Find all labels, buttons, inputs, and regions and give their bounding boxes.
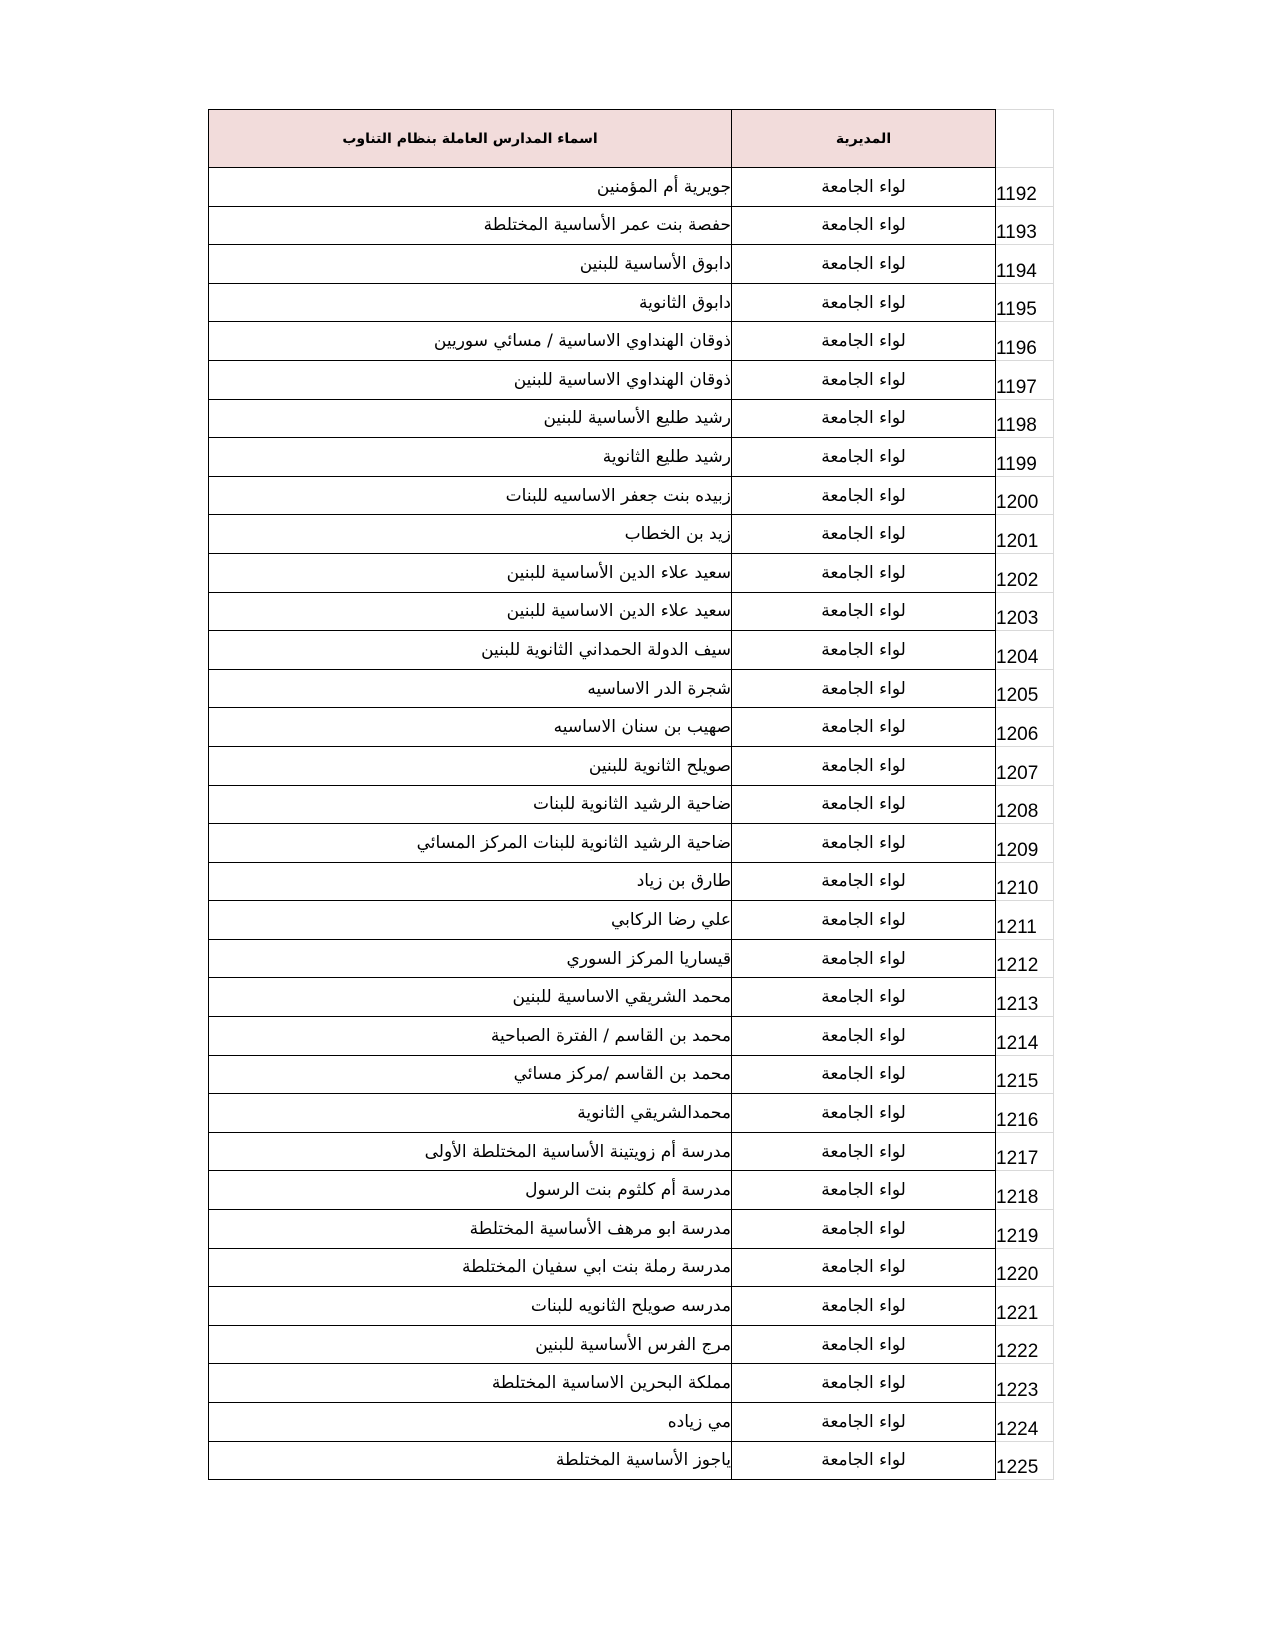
directorate-cell: لواء الجامعة [732,1210,996,1249]
school-name-cell: رشيد طليع الثانوية [209,438,732,477]
school-name-cell: ضاحية الرشيد الثانوية للبنات [209,785,732,824]
school-name-cell: مدرسة رملة بنت ابي سفيان المختلطة [209,1248,732,1287]
row-number-cell: 1195 [996,283,1054,322]
directorate-cell: لواء الجامعة [732,168,996,207]
school-name-cell: جويرية أم المؤمنين [209,168,732,207]
table-row [209,399,1054,438]
row-number-cell: 1225 [996,1441,1054,1480]
table-row [209,746,1054,785]
school-name-cell: زبيده بنت جعفر الاساسيه للبنات [209,476,732,515]
directorate-cell: لواء الجامعة [732,476,996,515]
directorate-cell: لواء الجامعة [732,515,996,554]
table-row [209,360,1054,399]
table-header-row [209,110,1054,168]
school-name-cell: حفصة بنت عمر الأساسية المختلطة [209,206,732,245]
row-number-cell: 1223 [996,1364,1054,1403]
school-name-cell: دابوق الأساسية للبنين [209,245,732,284]
directorate-cell: لواء الجامعة [732,1403,996,1442]
row-number-cell: 1198 [996,399,1054,438]
row-number-cell: 1208 [996,785,1054,824]
row-number-cell: 1218 [996,1171,1054,1210]
school-name-cell: محمد الشريقي الاساسية للبنين [209,978,732,1017]
table-row [209,553,1054,592]
table-row [209,1017,1054,1056]
row-number-cell: 1217 [996,1132,1054,1171]
directorate-cell: لواء الجامعة [732,669,996,708]
table-row [209,168,1054,207]
directorate-cell: لواء الجامعة [732,708,996,747]
school-name-cell: رشيد طليع الأساسية للبنين [209,399,732,438]
row-number-cell: 1212 [996,939,1054,978]
directorate-cell: لواء الجامعة [732,746,996,785]
row-number-cell: 1202 [996,553,1054,592]
school-name-cell: محمد بن القاسم /مركز مسائي [209,1055,732,1094]
table-row [209,438,1054,477]
table-row [209,785,1054,824]
table-row [209,476,1054,515]
directorate-cell: لواء الجامعة [732,1287,996,1326]
row-number-cell: 1222 [996,1325,1054,1364]
directorate-cell: لواء الجامعة [732,1364,996,1403]
table-row [209,824,1054,863]
row-number-cell: 1214 [996,1017,1054,1056]
row-number-cell: 1215 [996,1055,1054,1094]
directorate-cell: لواء الجامعة [732,283,996,322]
row-number-cell: 1193 [996,206,1054,245]
row-number-cell: 1203 [996,592,1054,631]
directorate-cell: لواء الجامعة [732,631,996,670]
table-row [209,245,1054,284]
school-name-cell: ذوقان الهنداوي الاساسية للبنين [209,360,732,399]
school-name-cell: سعيد علاء الدين الاساسية للبنين [209,592,732,631]
table-row [209,631,1054,670]
school-name-cell: محمدالشريقي الثانوية [209,1094,732,1133]
row-number-cell: 1206 [996,708,1054,747]
row-number-cell: 1224 [996,1403,1054,1442]
row-number-cell: 1210 [996,862,1054,901]
table-row [209,1403,1054,1442]
table-row [209,1171,1054,1210]
row-number-cell: 1204 [996,631,1054,670]
row-number-cell: 1207 [996,746,1054,785]
school-name-cell: ضاحية الرشيد الثانوية للبنات المركز المسائي [209,824,732,863]
table-row [209,1325,1054,1364]
row-number-cell: 1205 [996,669,1054,708]
directorate-cell: لواء الجامعة [732,1094,996,1133]
row-number-cell: 1197 [996,360,1054,399]
school-name-cell: مدرسة ابو مرهف الأساسية المختلطة [209,1210,732,1249]
schools-table [208,109,1054,1480]
directorate-cell: لواء الجامعة [732,322,996,361]
table-row [209,708,1054,747]
directorate-cell: لواء الجامعة [732,862,996,901]
row-number-cell: 1209 [996,824,1054,863]
school-name-cell: سيف الدولة الحمداني الثانوية للبنين [209,631,732,670]
table-row [209,1364,1054,1403]
school-name-cell: قيساريا المركز السوري [209,939,732,978]
school-name-cell: صويلح الثانوية للبنين [209,746,732,785]
school-name-cell: دابوق الثانوية [209,283,732,322]
directorate-cell: لواء الجامعة [732,206,996,245]
header-school-name: اسماء المدارس العاملة بنظام التناوب [209,110,732,168]
table-row [209,862,1054,901]
directorate-cell: لواء الجامعة [732,360,996,399]
school-name-cell: مي زياده [209,1403,732,1442]
school-name-cell: مرج الفرس الأساسية للبنين [209,1325,732,1364]
directorate-cell: لواء الجامعة [732,1055,996,1094]
row-number-cell: 1220 [996,1248,1054,1287]
table-row [209,206,1054,245]
directorate-cell: لواء الجامعة [732,1441,996,1480]
school-name-cell: مملكة البحرين الاساسية المختلطة [209,1364,732,1403]
row-number-cell: 1211 [996,901,1054,940]
row-number-cell: 1200 [996,476,1054,515]
school-name-cell: علي رضا الركابي [209,901,732,940]
directorate-cell: لواء الجامعة [732,978,996,1017]
table-row [209,669,1054,708]
directorate-cell: لواء الجامعة [732,824,996,863]
directorate-cell: لواء الجامعة [732,553,996,592]
table-row [209,1248,1054,1287]
row-number-cell: 1199 [996,438,1054,477]
row-number-cell: 1221 [996,1287,1054,1326]
row-number-cell: 1194 [996,245,1054,284]
row-number-cell: 1216 [996,1094,1054,1133]
school-name-cell: شجرة الدر الاساسيه [209,669,732,708]
school-name-cell: ذوقان الهنداوي الاساسية / مسائي سوريين [209,322,732,361]
table-row [209,322,1054,361]
table-row [209,1055,1054,1094]
directorate-cell: لواء الجامعة [732,1325,996,1364]
directorate-cell: لواء الجامعة [732,1132,996,1171]
school-name-cell: ياجوز الأساسية المختلطة [209,1441,732,1480]
school-name-cell: مدرسه صويلح الثانويه للبنات [209,1287,732,1326]
school-name-cell: طارق بن زياد [209,862,732,901]
table-row [209,978,1054,1017]
school-name-cell: سعيد علاء الدين الأساسية للبنين [209,553,732,592]
school-name-cell: محمد بن القاسم / الفترة الصباحية [209,1017,732,1056]
table-row [209,1287,1054,1326]
header-directorate: المديرية [732,110,996,168]
row-number-cell: 1201 [996,515,1054,554]
table-row [209,515,1054,554]
table-row [209,1441,1054,1480]
directorate-cell: لواء الجامعة [732,592,996,631]
directorate-cell: لواء الجامعة [732,438,996,477]
directorate-cell: لواء الجامعة [732,399,996,438]
table-row [209,901,1054,940]
row-number-cell: 1213 [996,978,1054,1017]
directorate-cell: لواء الجامعة [732,901,996,940]
table-row [209,1094,1054,1133]
header-number [996,110,1054,168]
row-number-cell: 1219 [996,1210,1054,1249]
table-row [209,1132,1054,1171]
school-name-cell: صهيب بن سنان الاساسيه [209,708,732,747]
table-row [209,592,1054,631]
school-name-cell: مدرسة أم كلثوم بنت الرسول [209,1171,732,1210]
school-name-cell: مدرسة أم زويتينة الأساسية المختلطة الأولى [209,1132,732,1171]
directorate-cell: لواء الجامعة [732,785,996,824]
directorate-cell: لواء الجامعة [732,245,996,284]
directorate-cell: لواء الجامعة [732,1248,996,1287]
directorate-cell: لواء الجامعة [732,939,996,978]
directorate-cell: لواء الجامعة [732,1171,996,1210]
row-number-cell: 1196 [996,322,1054,361]
table-row [209,283,1054,322]
row-number-cell: 1192 [996,168,1054,207]
table-row [209,1210,1054,1249]
table-row [209,939,1054,978]
school-name-cell: زيد بن الخطاب [209,515,732,554]
directorate-cell: لواء الجامعة [732,1017,996,1056]
